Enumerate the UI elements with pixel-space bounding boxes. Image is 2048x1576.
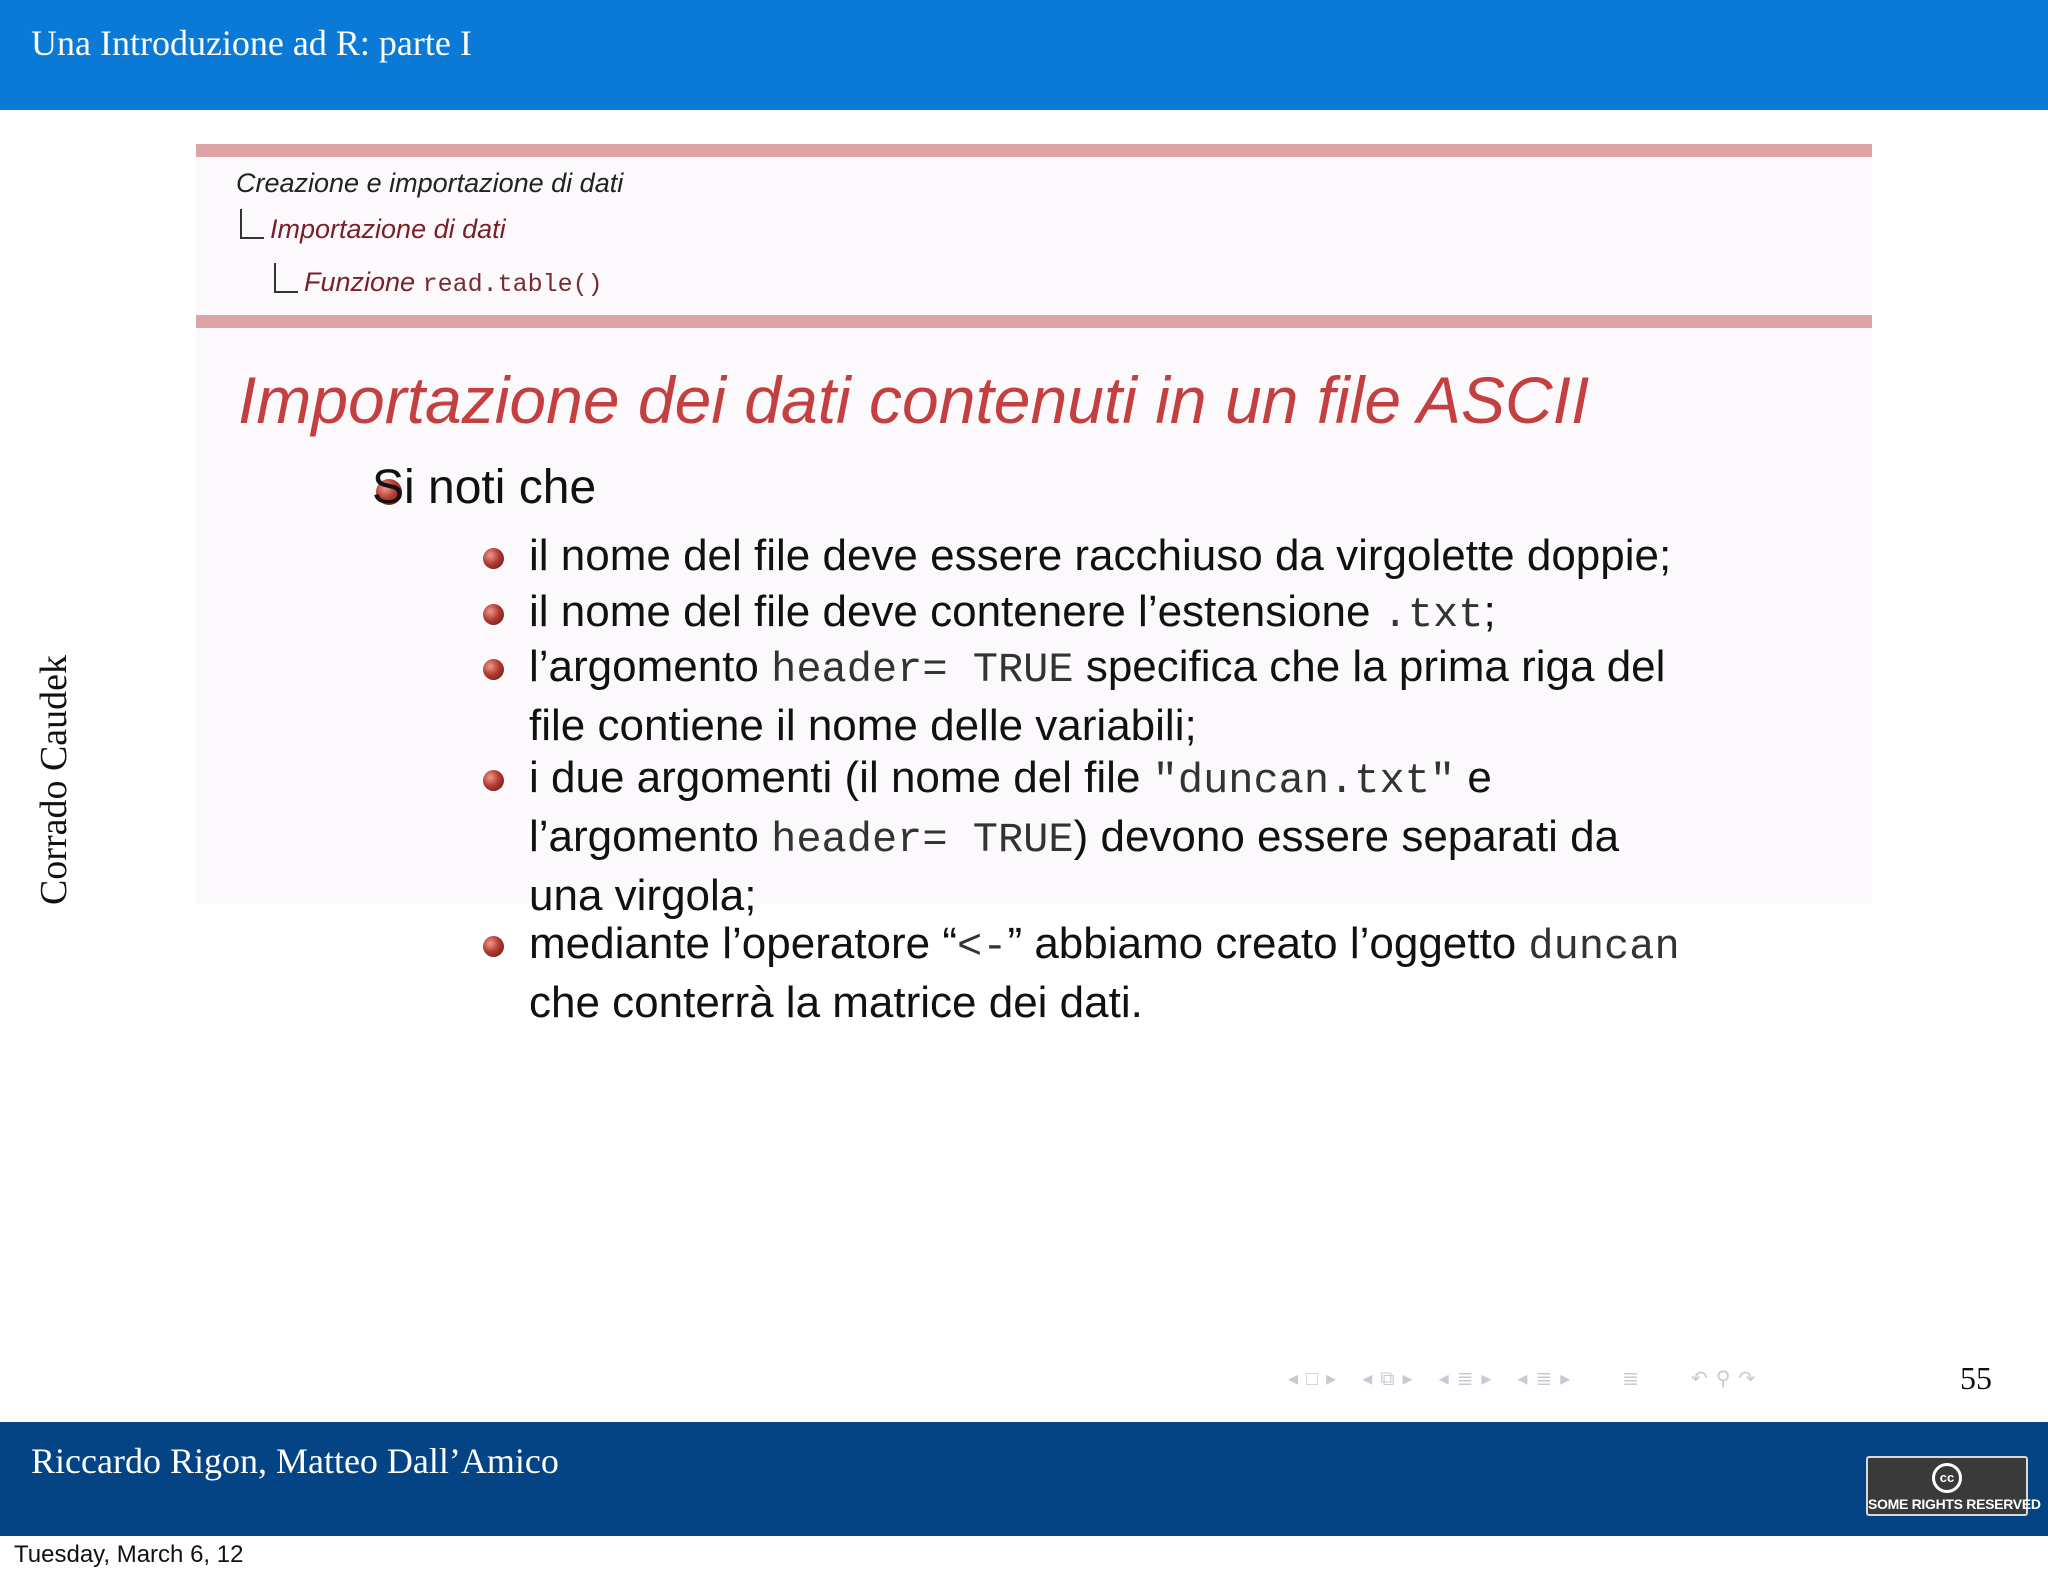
outline-icon[interactable]: ≣ [1622, 1368, 1640, 1390]
header-banner [0, 0, 2048, 110]
arrow-left-icon[interactable]: ◂ [1362, 1368, 1373, 1390]
document-icon[interactable]: ≣ [1535, 1368, 1553, 1390]
bullet-ball-icon [483, 548, 504, 569]
slide-title: Importazione dei dati contenuti in un file ASCII [238, 363, 1590, 437]
presentation-title: Una Introduzione ad R: parte I [31, 23, 472, 63]
tree-corner-icon [274, 263, 298, 293]
tree-corner-icon [240, 209, 264, 239]
arrow-right-icon[interactable]: ▸ [1402, 1368, 1413, 1390]
bullet-ball-icon [483, 659, 504, 680]
breadcrumb-subsubsection[interactable]: Funzione read.table() [274, 267, 603, 299]
arrow-right-icon[interactable]: ▸ [1481, 1368, 1492, 1390]
subsection-icon[interactable]: ⧉ [1380, 1368, 1395, 1390]
arrow-left-icon[interactable]: ◂ [1517, 1368, 1528, 1390]
bullet-ball-icon [483, 770, 504, 791]
bullet-item-5: mediante l’operatore “<-” abbiamo creato l’oggetto duncan che conterrà la matrice dei dati. [529, 919, 1680, 1027]
bullet-item-3: l’argomento header= TRUE specifica che la prima riga del file contiene il nome delle variabili; [529, 642, 1666, 750]
beamer-navigation-bar [1288, 1366, 1755, 1392]
arrow-right-icon[interactable]: ▸ [1560, 1368, 1571, 1390]
search-icon[interactable]: ⚲ [1715, 1368, 1731, 1390]
forward-icon[interactable]: ↷ [1738, 1368, 1756, 1390]
bullet-ball-icon [483, 936, 504, 957]
arrow-left-icon[interactable]: ◂ [1288, 1368, 1299, 1390]
bullet-item-1: il nome del file deve essere racchiuso da virgolette doppie; [529, 531, 1672, 580]
back-icon[interactable]: ↶ [1691, 1368, 1708, 1390]
frame-icon[interactable]: □ [1306, 1368, 1319, 1390]
arrow-right-icon[interactable]: ▸ [1326, 1368, 1337, 1390]
bullet-item-4: i due argomenti (il nome del file "duncan.txt" e l’argomento header= TRUE) devono essere separati da una virgola; [529, 753, 1620, 920]
breadcrumb-section[interactable]: Creazione e importazione di dati [236, 168, 624, 198]
bullet-item-2: il nome del file deve contenere l’estensione .txt; [529, 587, 1496, 639]
arrow-left-icon[interactable]: ◂ [1438, 1368, 1449, 1390]
author-name: Corrado Caudek [33, 654, 75, 906]
license-text: SOME RIGHTS RESERVED [1868, 1496, 2041, 1512]
breadcrumb-subsection[interactable]: Importazione di dati [240, 214, 506, 245]
cc-logo-icon: cc [1932, 1463, 1962, 1493]
slide-content [196, 144, 1872, 1072]
footer-banner [0, 1422, 2048, 1536]
page-number: 55 [1960, 1360, 1992, 1396]
bullet-main: Si noti che [372, 461, 597, 514]
footer-authors: Riccardo Rigon, Matteo Dall’Amico [31, 1441, 559, 1481]
sidebar-author [8, 640, 88, 920]
breadcrumb-top-rule [196, 144, 1872, 157]
breadcrumb-bottom-rule [196, 315, 1872, 328]
creative-commons-badge [1866, 1456, 2041, 1516]
bullet-ball-icon [483, 604, 504, 625]
section-icon[interactable]: ≣ [1456, 1368, 1474, 1390]
print-date: Tuesday, March 6, 12 [14, 1541, 244, 1568]
